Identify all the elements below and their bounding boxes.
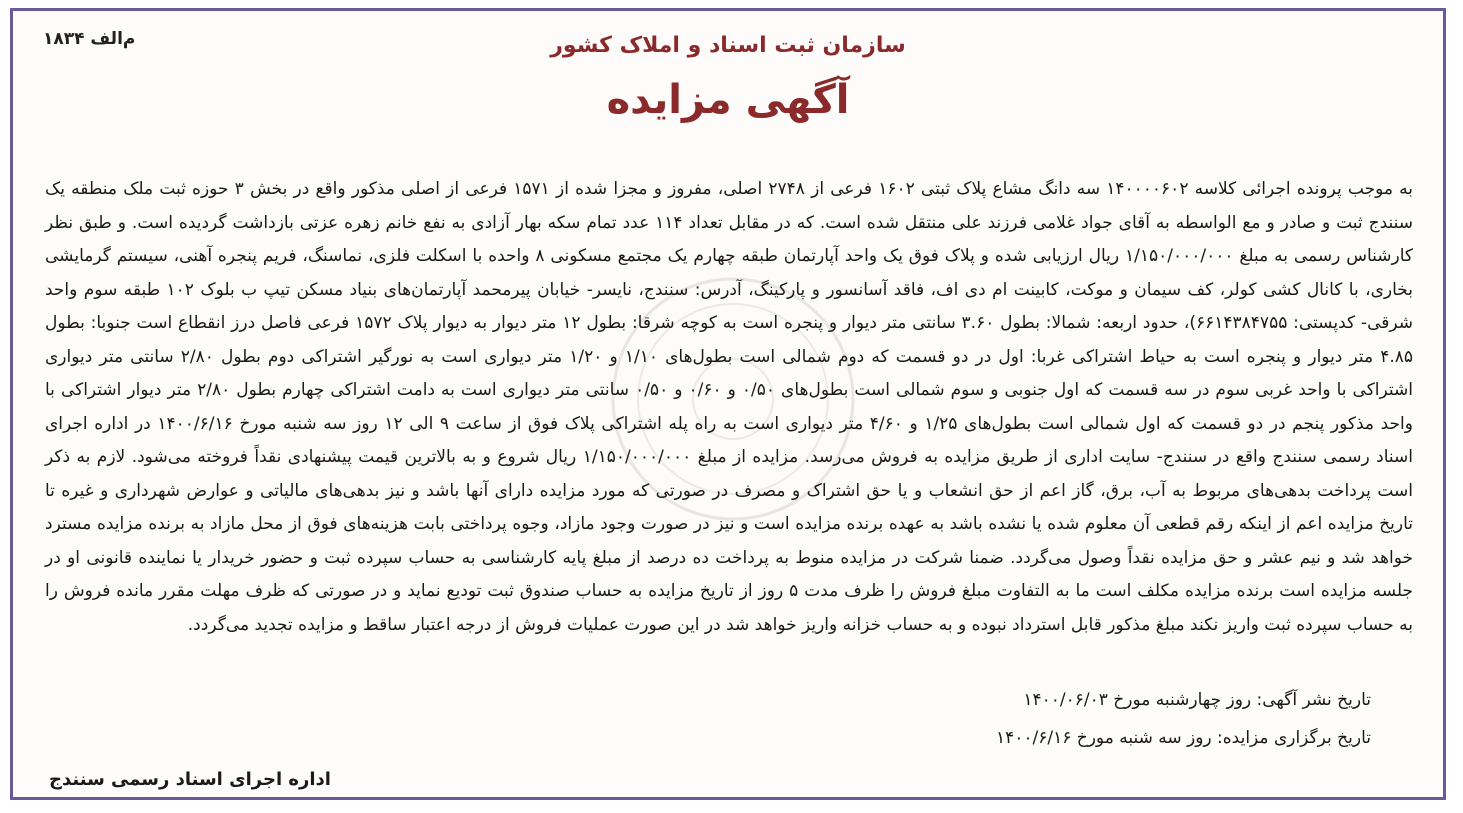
notice-frame [10, 8, 1446, 800]
reference-code: م‌الف ۱۸۳۴ [43, 29, 136, 49]
auction-date: تاریخ برگزاری مزایده: روز سه شنبه مورخ ۱۴۰۰/۶/۱۶ [995, 728, 1371, 748]
publish-date: تاریخ نشر آگهی: روز چهارشنبه مورخ ۱۴۰۰/۰۶/۰۳ [1023, 690, 1371, 710]
notice-title: آگهی مزایده [606, 77, 850, 123]
organization-name: سازمان ثبت اسناد و املاک کشور [550, 33, 906, 58]
notice-body: به موجب پرونده اجرائی کلاسه ۱۴۰۰۰۰۶۰۲ سه دانگ مشاع پلاک ثبتی ۱۶۰۲ فرعی از ۲۷۴۸ اصلی، مفروز و مجزا شده از ۱۵۷۱ فرعی از اصلی مذکور واقع در بخش ۳ حوزه ثبت ملک منطقه یک سنندج ثبت و صادر و مع الواسطه به آقای جواد غلامی فرزند علی منتقل شده است. که در مقابل تعداد ۱۱۴ عدد تمام سکه بهار آزادی به نفع خانم زهره عزتی بازداشت گردیده است. و طبق نظر کارشناس رسمی به مبلغ ۱/۱۵۰/۰۰۰/۰۰۰ ریال ارزیابی شده و پلاک فوق یک واحد آپارتمان طبقه چهارم یک مجتمع مسکونی ۸ واحده با اسکلت فلزی، نماسنگ، فریم پنجره آهنی، سیستم گرمایشی بخاری، با کانال کشی کولر، کف سیمان و موکت، کابینت ام دی اف، فاقد آسانسور و پارکینگ، آدرس: سنندج، نایسر- خیابان پیرمحمد آپارتمان‌های بنیاد مسکن تیپ ب بلوک ۱۰۲ طبقه سوم واحد شرقی- کدپستی: ۶۶۱۴۳۸۴۷۵۵)، حدود اربعه: شمالا: بطول ۳.۶۰ سانتی متر دیوار و پنجره است به کوچه شرقا: بطول ۱۲ متر دیوار به دیوار پلاک ۱۵۷۲ فرعی فاصل درز انقطاع است جنوبا: بطول ۴.۸۵ متر دیوار و پنجره است به حیاط اشتراکی غربا: اول در دو قسمت که دوم شمالی است بطول‌های ۱/۱۰ و ۱/۲۰ متر دیواری است به نورگیر اشتراکی دوم بطول ۲/۸۰ سانتی متر دیواری اشتراکی با واحد غربی سوم در سه قسمت که اول جنوبی و سوم شمالی است بطول‌های ۰/۵۰ و ۰/۶۰ و ۰/۵۰ سانتی متر دیواری است به دامت اشتراکی چهارم بطول ۲/۸۰ متر دیوار اشتراکی با واحد مذکور پنجم در دو قسمت که اول شمالی است بطول‌های ۱/۲۵ و ۴/۶۰ متر دیواری است به راه پله اشتراکی پلاک فوق از ساعت ۹ الی ۱۲ روز سه شنبه مورخ ۱۴۰۰/۶/۱۶ در اداره اجرای اسناد رسمی سنندج واقع در سنندج- سایت اداری از طریق مزایده به فروش می‌رسد. مزایده از مبلغ ۱/۱۵۰/۰۰۰/۰۰۰ ریال شروع و به بالاترین قیمت پیشنهادی نقداً فروخته می‌شود. لازم به ذکر است پرداخت بدهی‌های مربوط به آب، برق، گاز اعم از حق انشعاب و یا حق اشتراک و مصرف در صورتی که مورد مزایده دارای آنها باشد و نیز بدهی‌های مالیاتی و عوارض شهرداری و غیره تا تاریخ مزایده اعم از اینکه رقم قطعی آن معلوم شده یا نشده باشد به عهده برنده مزایده است و نیز در صورت وجود مازاد، وجوه پرداختی بابت هزینه‌های فوق از محل مازاد به برنده مزایده مسترد خواهد شد و نیم عشر و حق مزایده نقداً وصول می‌گردد. ضمنا شرکت در مزایده منوط به پرداخت ده درصد از مبلغ پایه کارشناسی به حساب سپرده ثبت و حضور خریدار یا نماینده قانونی او در جلسه مزایده است برنده مزایده مکلف است ما به التفاوت مبلغ فروش را ظرف مدت ۵ روز از تاریخ مزایده به حساب صندوق ثبت توديع نماید و در صورتی که ظرف مهلت مقرر مانده فروش را به حساب سپرده ثبت واریز نکند مبلغ مذکور قابل استرداد نبوده و به حساب خزانه واریز خواهد شد در این صورت عملیات فروش از درجه اعتبار ساقط و مزایده تجدید می‌گردد. [45, 179, 1414, 635]
issuing-office-signature: اداره اجرای اسناد رسمی سنندج [49, 769, 331, 790]
